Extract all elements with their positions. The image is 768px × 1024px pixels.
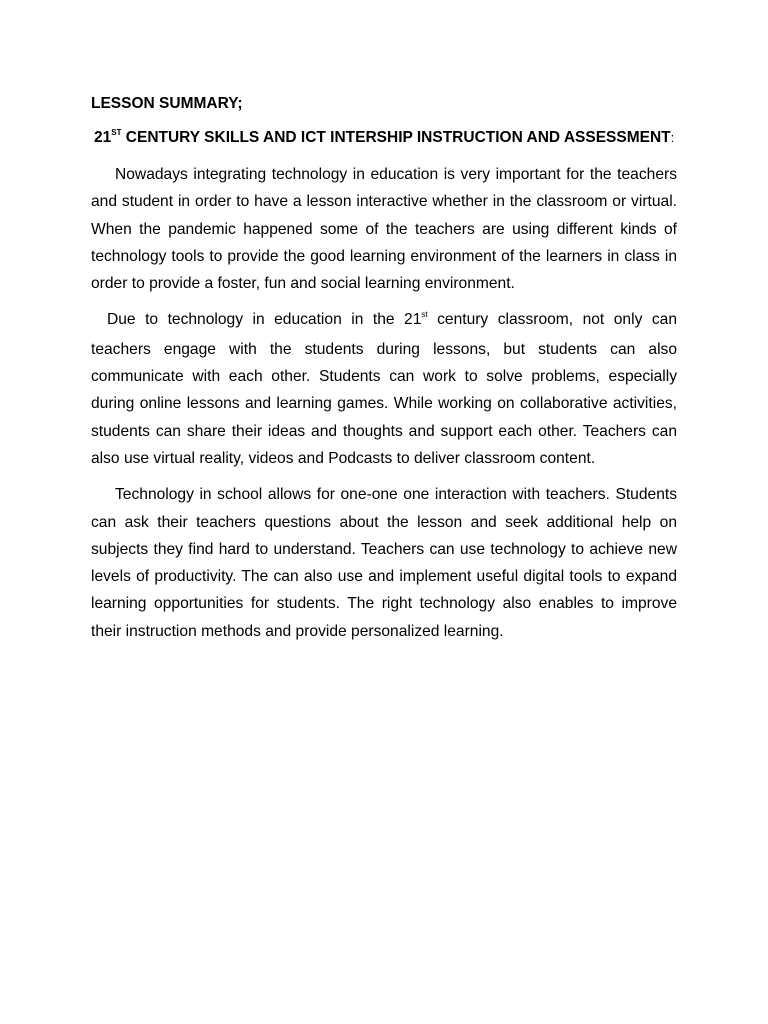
- subheading-number: 21: [94, 129, 112, 146]
- paragraph-2-superscript: st: [421, 310, 428, 320]
- subheading-colon: :: [670, 130, 675, 145]
- paragraph-2-end: century classroom, not only can teachers engage with the students during lessons, but students can also communicate with each other. Students can work to solve problems, especially during online lessons and learning games. While working on collaborative activities, students can share their ideas and thoughts and support each other. Teachers can also use virtual reality, videos and Podcasts to deliver classroom content.: [91, 311, 677, 467]
- paragraph-2: [91, 306, 677, 472]
- document-body: [91, 94, 677, 645]
- lesson-summary-heading: LESSON SUMMARY;: [91, 95, 243, 112]
- lesson-subheading: [94, 128, 677, 150]
- paragraph-1: Nowadays integrating technology in education is very important for the teachers and student in order to have a lesson interactive whether in the classroom or virtual. When the pandemic happened some of the teachers are using different kinds of technology tools to provide the good learning environment of the learners in class in order to provide a foster, fun and social learning environment.: [91, 166, 677, 293]
- subheading-title: CENTURY SKILLS AND ICT INTERSHIP INSTRUCTION AND ASSESSMENT: [121, 129, 671, 146]
- paragraph-3: Technology in school allows for one-one one interaction with teachers. Students can ask their teachers questions about the lesson and seek additional help on subjects they find hard to understand. Teachers can use technology to achieve new levels of productivity. The can also use and implement useful digital tools to expand learning opportunities for students. The right technology also enables to improve their instruction methods and provide personalized learning.: [91, 486, 677, 640]
- paragraph-2-start: Due to technology in education in the 21: [107, 311, 422, 329]
- subheading-superscript: ST: [111, 128, 122, 137]
